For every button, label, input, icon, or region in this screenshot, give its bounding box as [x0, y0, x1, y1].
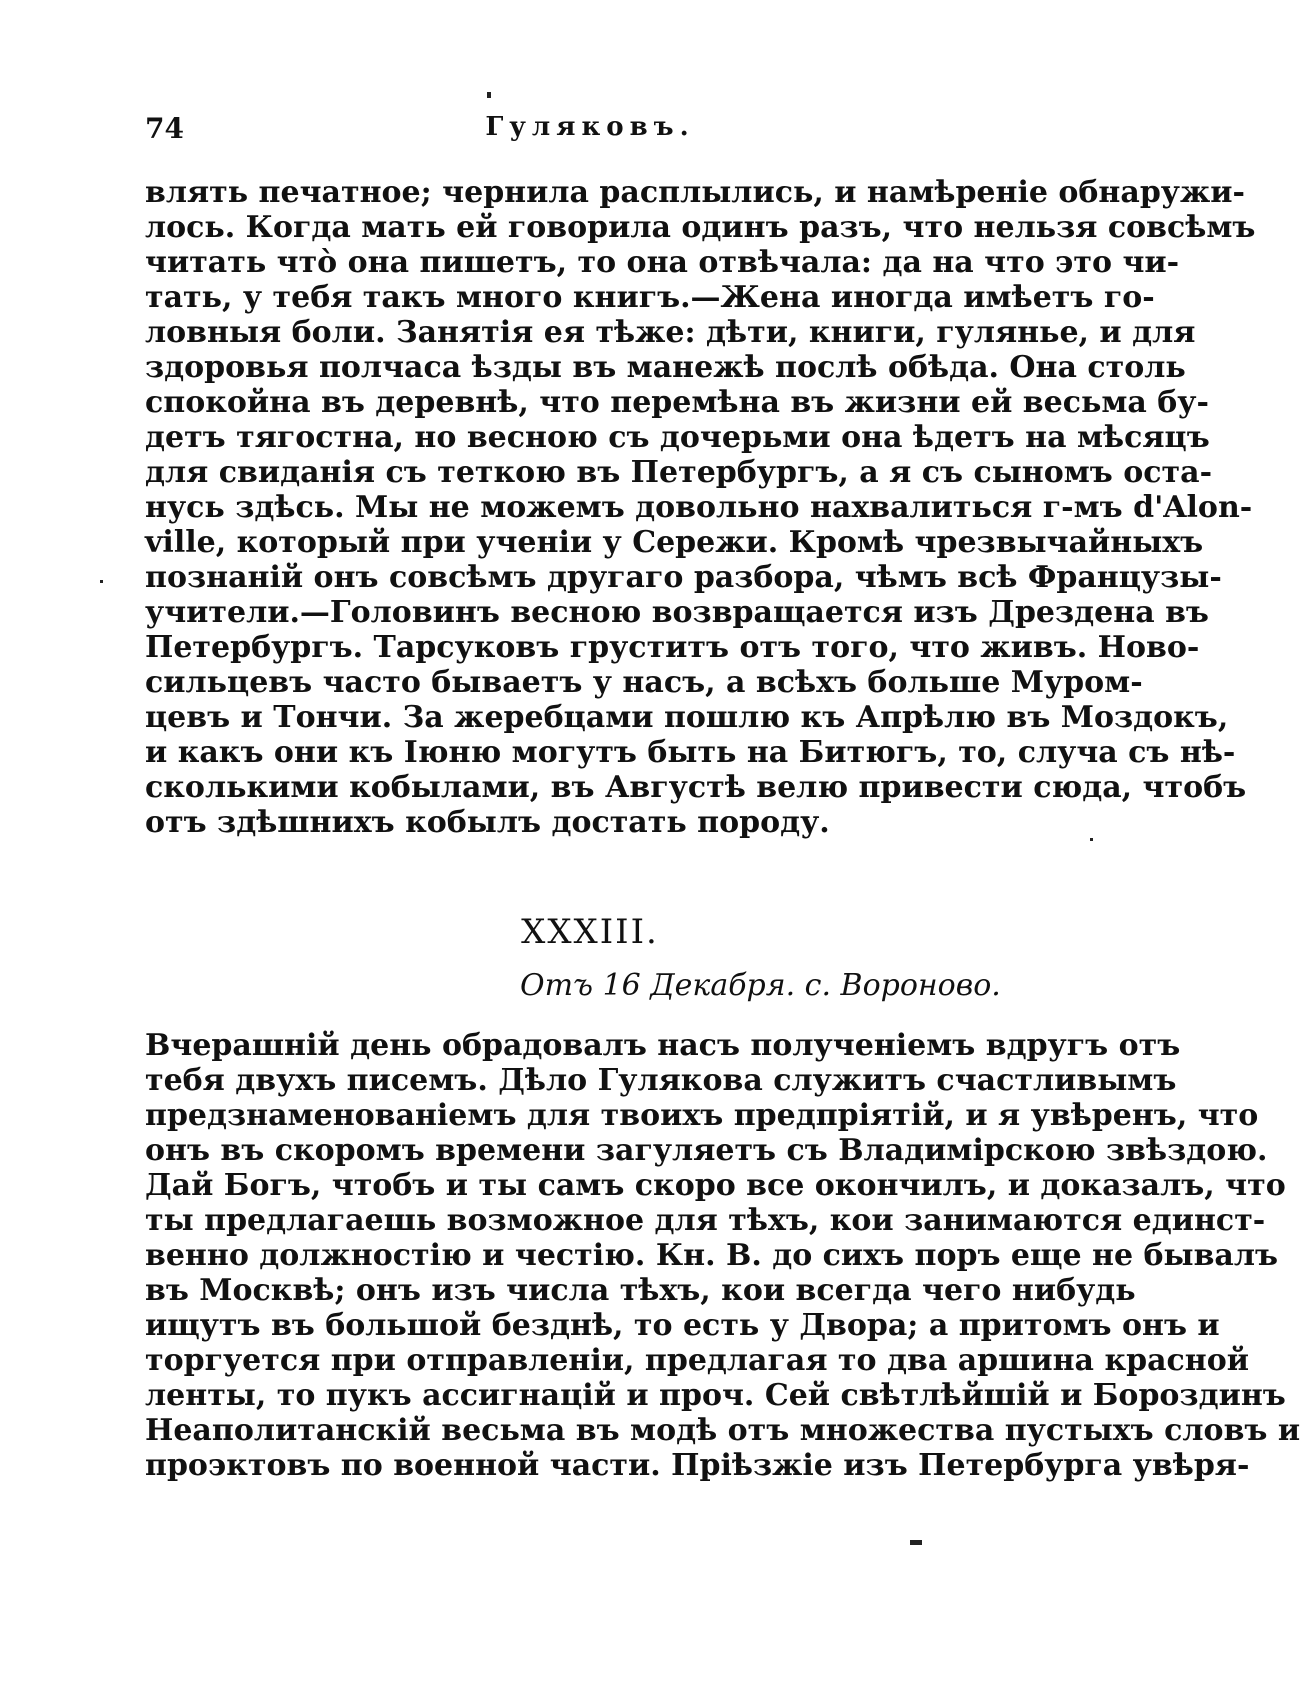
scan-speck [487, 92, 491, 98]
text-line: спокойна въ деревнѣ, что перемѣна въ жизни ей весьма бу- [145, 385, 1209, 420]
text-line: ленты, то пукъ ассигнацій и проч. Сей свѣтлѣйшій и Бороздинъ [145, 1378, 1286, 1413]
letter-text [145, 1028, 1300, 1483]
text-line: Петербургъ. Тарсуковъ груститъ отъ того, что живъ. Ново- [145, 630, 1200, 665]
text-line: венно должностію и честію. Кн. В. до сихъ поръ еще не бывалъ [145, 1238, 1279, 1273]
text-line: нусь здѣсь. Мы не можемъ довольно нахвалиться г-мъ d'Alon- [145, 490, 1253, 525]
page-header [145, 112, 1035, 152]
text-line: торгуется при отправленіи, предлагая то два аршина красной [145, 1343, 1250, 1378]
letter-dateline: Отъ 16 Декабря. с. Вороново. [520, 968, 1001, 1003]
text-line: влять печатное; чернила расплылись, и намѣреніе обнаружи- [145, 175, 1245, 210]
scan-speck [1090, 838, 1093, 841]
text-line: сколькими кобылами, въ Августѣ велю привести сюда, чтобъ [145, 770, 1247, 805]
text-line: цевъ и Тончи. За жеребцами пошлю къ Апрѣлю въ Моздокъ, [145, 700, 1229, 735]
text-line: ищутъ въ большой безднѣ, то есть у Двора; а притомъ онъ и [145, 1308, 1220, 1343]
text-line: здоровья полчаса ѣзды въ манежѣ послѣ обѣда. Она столь [145, 350, 1186, 385]
text-line: онъ въ скоромъ времени загуляетъ съ Владимірскою звѣздою. [145, 1133, 1268, 1168]
text-line: познаній онъ совсѣмъ другаго разбора, чѣмъ всѣ Французы- [145, 560, 1222, 595]
text-line: учители.—Головинъ весною возвращается изъ Дрездена въ [145, 595, 1209, 630]
text-line: читать чтò она пишетъ, то она отвѣчала: да на что это чи- [145, 245, 1180, 280]
text-line: ловныя боли. Занятія ея тѣже: дѣти, книги, гулянье, и для [145, 315, 1196, 350]
text-line: предзнаменованіемъ для твоихъ предпріятій, и я увѣренъ, что [145, 1098, 1259, 1133]
text-line: проэктовъ по военной части. Пріѣзжіе изъ Петербурга увѣря- [145, 1448, 1250, 1483]
scan-speck [910, 1540, 922, 1545]
text-line: для свиданія съ теткою въ Петербургъ, а я съ сыномъ оста- [145, 455, 1213, 490]
page-number: 74 [145, 112, 184, 145]
text-line: Дай Богъ, чтобъ и ты самъ скоро все окончилъ, и доказалъ, что [145, 1168, 1286, 1203]
text-line: и какъ они къ Іюню могутъ быть на Битюгъ, то, случа съ нѣ- [145, 735, 1236, 770]
text-line: тать, у тебя такъ много книгъ.—Жена иногда имѣетъ го- [145, 280, 1155, 315]
text-line: отъ здѣшнихъ кобылъ достать породу. [145, 805, 830, 840]
text-line: тебя двухъ писемъ. Дѣло Гулякова служитъ счастливымъ [145, 1063, 1177, 1098]
text-line: Вчерашній день обрадовалъ насъ полученіемъ вдругъ отъ [145, 1028, 1181, 1063]
section-heading: XXXIII. [521, 912, 659, 952]
text-line: ville, который при ученіи у Сережи. Кромѣ чрезвычайныхъ [145, 525, 1204, 560]
text-line: Неаполитанскій весьма въ модѣ отъ множества пустыхъ словъ и [145, 1413, 1300, 1448]
text-line: сильцевъ часто бываетъ у насъ, а всѣхъ больше Муром- [145, 665, 1143, 700]
text-line: детъ тягостна, но весною съ дочерьми она ѣдетъ на мѣсяцъ [145, 420, 1210, 455]
text-line: лось. Когда мать ей говорила одинъ разъ, что нельзя совсѣмъ [145, 210, 1256, 245]
letter-text-continued [145, 175, 1256, 840]
running-title: Гуляковъ. [485, 112, 695, 142]
text-line: въ Москвѣ; онъ изъ числа тѣхъ, кои всегда чего нибудь [145, 1273, 1136, 1308]
scan-speck [100, 580, 103, 583]
text-line: ты предлагаешь возможное для тѣхъ, кои занимаются единст- [145, 1203, 1266, 1238]
